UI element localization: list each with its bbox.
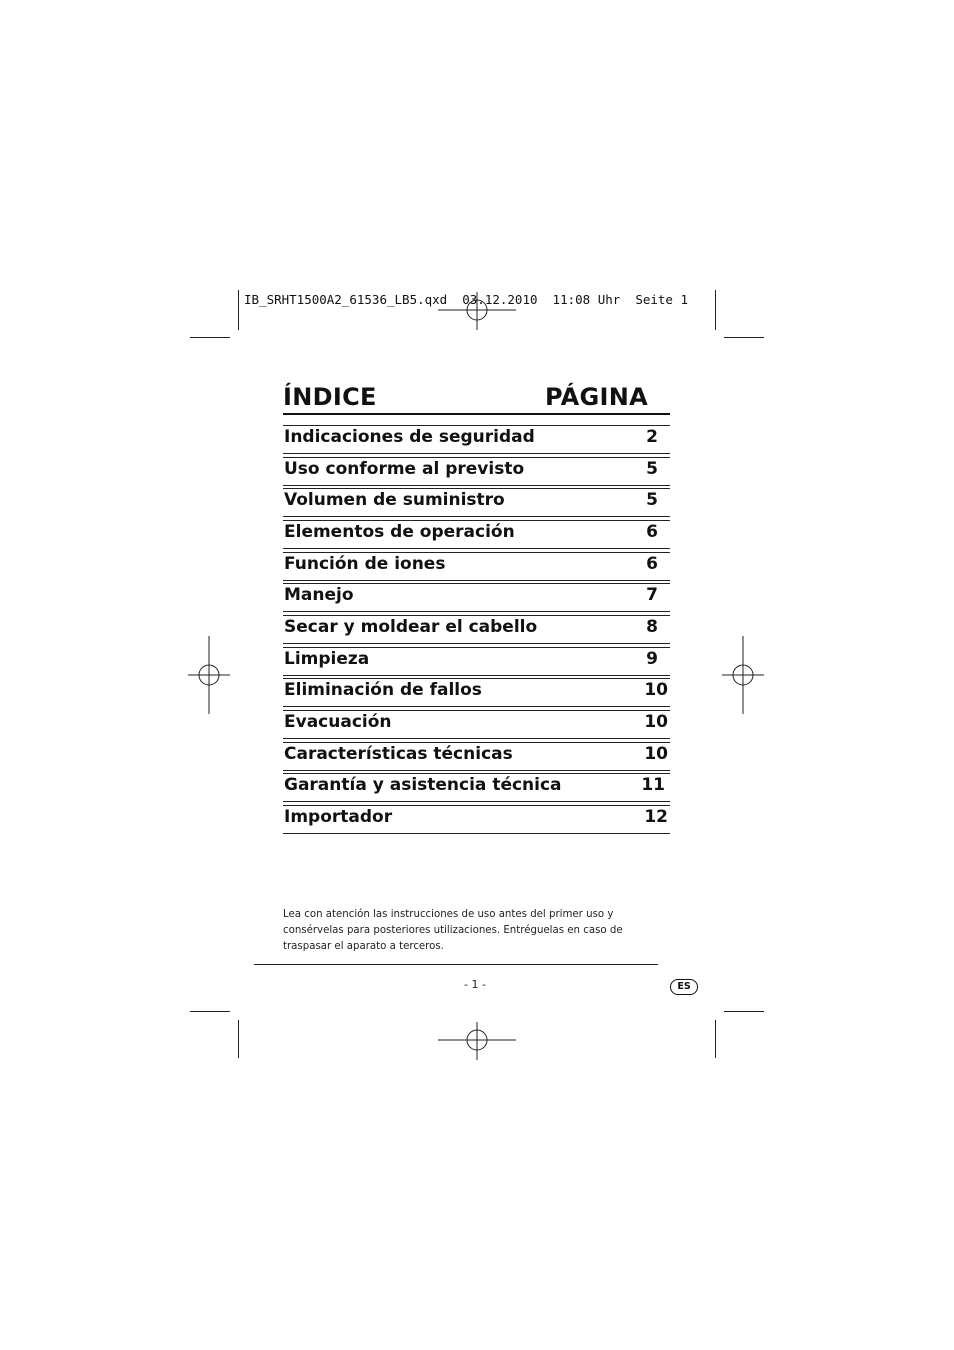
toc-entry[interactable] (283, 488, 670, 517)
toc-entry[interactable] (283, 583, 670, 612)
toc-entry[interactable] (283, 520, 670, 549)
toc-entry-label: Garantía y asistencia técnica (284, 775, 562, 796)
toc-entry[interactable] (283, 425, 670, 454)
toc-entry[interactable] (283, 457, 670, 486)
toc-entry[interactable] (283, 742, 670, 771)
toc-entry-label: Evacuación (284, 711, 392, 732)
registration-mark-right (722, 636, 766, 714)
toc-entry[interactable] (283, 615, 670, 644)
footer-divider (254, 964, 658, 965)
toc-entry[interactable] (283, 773, 670, 802)
toc-entry-label: Eliminación de fallos (284, 680, 482, 701)
toc-entry-label: Características técnicas (284, 743, 513, 764)
toc-entry-label: Indicaciones de seguridad (284, 427, 535, 447)
toc-entry-label: Elementos de operación (284, 521, 515, 542)
toc-entry-page: 10 (644, 743, 668, 764)
toc-entry-page: 5 (646, 458, 658, 479)
toc-header (283, 383, 670, 415)
file-slug: IB_SRHT1500A2_61536_LB5.qxd 03.12.2010 11:08 Uhr Seite 1 (244, 292, 689, 307)
toc-entry[interactable] (283, 678, 670, 707)
toc-entry-label: Importador (284, 806, 393, 827)
toc-entry-label: Volumen de suministro (284, 490, 505, 511)
toc-title: ÍNDICE (283, 383, 377, 411)
toc-entry[interactable] (283, 552, 670, 581)
toc-entry-label: Limpieza (284, 648, 370, 669)
toc-entry-page: 12 (644, 806, 668, 827)
toc-entry-page: 6 (646, 553, 658, 574)
toc-entry[interactable] (283, 647, 670, 676)
usage-note: Lea con atención las instrucciones de uso antes del primer uso y consérvelas para posteriores utilizaciones. Entréguelas en caso de traspasar el aparato a terceros. (283, 909, 623, 953)
page-number: - 1 - (464, 978, 486, 991)
page-column-title: PÁGINA (544, 383, 648, 411)
toc-entry-label: Uso conforme al previsto (284, 458, 525, 479)
toc-entry-label: Función de iones (284, 553, 446, 574)
registration-mark-left (188, 636, 232, 714)
toc-entry-page: 11 (641, 775, 665, 796)
toc-entry[interactable] (283, 805, 670, 834)
toc-entry-page: 2 (646, 427, 658, 447)
toc-entry[interactable] (283, 710, 670, 739)
toc-entry-page: 10 (644, 711, 668, 732)
toc-entry-page: 5 (646, 490, 658, 511)
toc-entry-label: Manejo (284, 585, 354, 606)
toc-entry-page: 10 (644, 680, 668, 701)
registration-mark-top (438, 292, 518, 332)
language-badge: ES (670, 979, 698, 995)
toc-entry-page: 7 (646, 585, 658, 606)
toc-entry-page: 8 (646, 616, 658, 637)
table-of-contents (283, 425, 670, 837)
toc-entry-page: 6 (646, 521, 658, 542)
registration-mark-bottom (438, 1022, 518, 1062)
toc-entry-page: 9 (646, 648, 658, 669)
toc-entry-label: Secar y moldear el cabello (284, 616, 538, 637)
